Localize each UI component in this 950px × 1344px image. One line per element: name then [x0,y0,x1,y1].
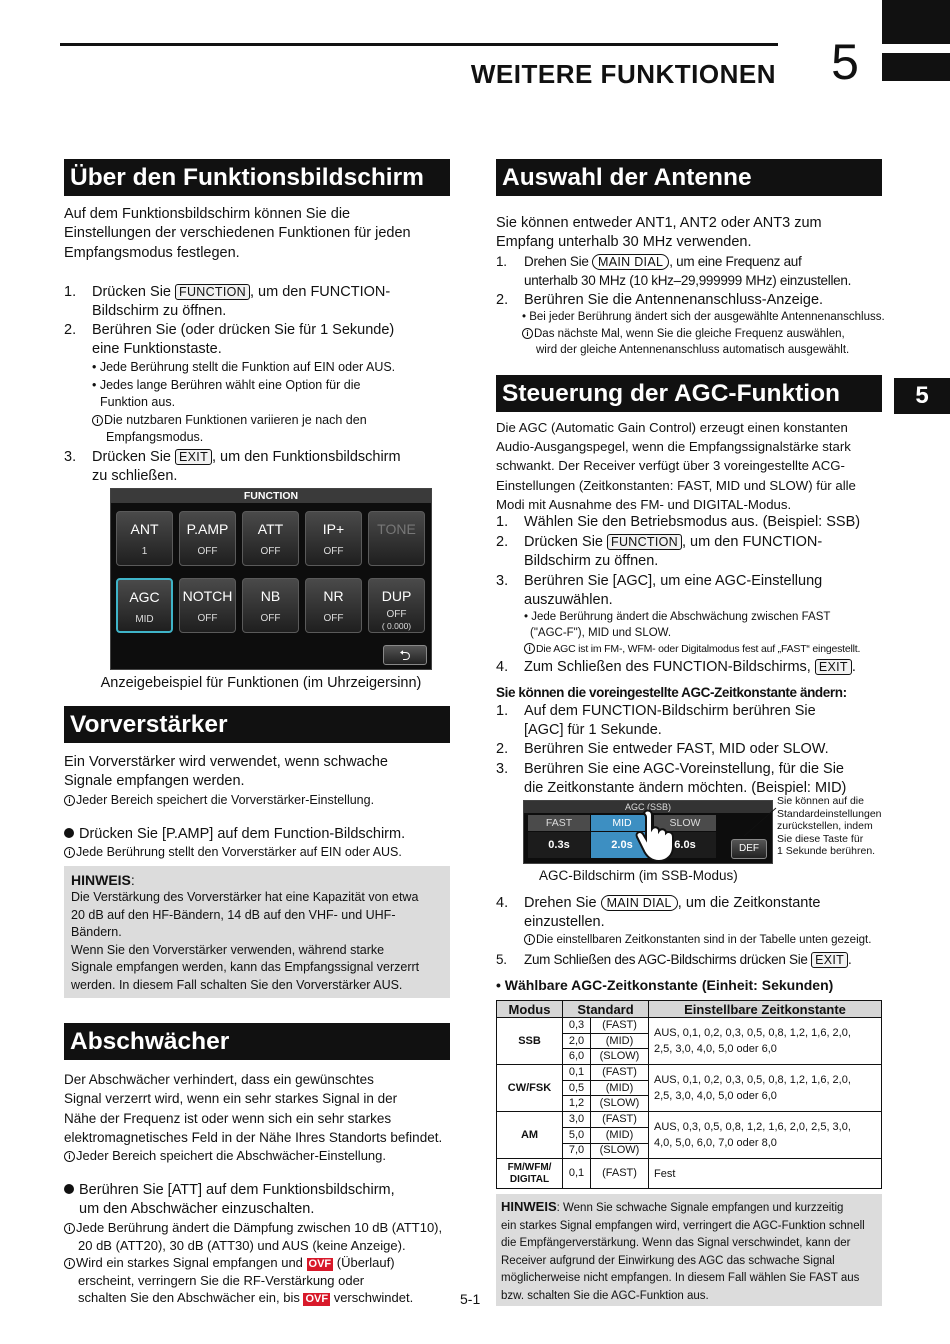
section-title-antenna: Auswahl der Antenne [496,159,882,196]
step-text: , um den Funktionsbildschirm [212,449,401,465]
step-number: 3. [496,573,509,589]
info-icon: i [64,1223,75,1234]
bullet-text: • Jede Berührung ändert die Abschwächung zwischen FAST [524,611,831,623]
section-title-function-screen: Über den Funktionsbildschirm [64,159,450,196]
selectable-line: AUS, 0,1, 0,2, 0,3, 0,5, 0,8, 1,2, 1,6, 2,0, [654,1027,851,1040]
header-rule [60,43,778,46]
note-line: : Wenn Sie schwache Signale empfangen und kurzzeitig [556,1202,844,1214]
step-text: auszuwählen. [524,592,613,609]
step-number: 1. [496,514,509,530]
info-icon: i [524,643,535,654]
chapter-title: WEITERE FUNKTIONEN [470,59,776,89]
step-text: Berühren Sie (oder drücken Sie für 1 Sekunde) [92,322,395,338]
agc-slow-button[interactable]: SLOW [654,815,716,831]
bullet-icon [64,1184,74,1194]
callout-line-text: Sie können auf die [777,795,864,807]
button-value: OFF [323,546,344,557]
intro-line: Einstellungen der verschiedenen Funktionen für jeden [64,225,411,242]
note-label: HINWEIS [71,872,131,888]
note-line: möglicherweise nicht empfangen. In diesem Fall wählen Sie FAST aus [501,1272,860,1284]
step-number: 3. [64,449,77,465]
bullet-text: Drücken Sie [P.AMP] auf dem Function-Bildschirm. [79,826,406,842]
function-screen [110,488,432,670]
button-label: NB [260,588,281,604]
note-line: Signale empfangen werden, kann das Empfangssignal verzerrt [71,960,420,974]
mode-cell: SSB [497,1018,563,1065]
step-text: Wählen Sie den Betriebsmodus aus. (Beispiel: SSB) [524,514,861,530]
step-text: , um den FUNCTION- [682,534,823,550]
info-text: Das nächste Mal, wenn Sie die gleiche Frequenz auswählen, [534,327,845,340]
agc-mid-button[interactable]: MID [591,815,653,831]
table-row [497,1159,882,1189]
step-text: Drücken Sie [92,449,176,465]
selectable-cell: Fest [649,1159,882,1189]
notch-button[interactable] [179,578,236,633]
bullet-text: um den Abschwächer einzuschalten. [79,1201,315,1218]
info-icon: i [64,1151,75,1162]
info-icon: i [64,1258,75,1269]
std-label: (FAST) [591,1112,649,1128]
agc-fast-value: 0.3s [528,832,590,858]
step-number: 1. [64,284,77,300]
step-text: Bildschirm zu öffnen. [524,553,659,570]
mode-cell: CW/FSK [497,1065,563,1112]
button-label: ANT [130,521,159,537]
step-number: 2. [64,322,77,338]
step-2 [64,321,454,361]
side-chapter-tab: 5 [894,378,950,414]
std-value: 1,2 [563,1096,591,1112]
step-text: Drücken Sie [92,284,176,300]
intro-line: Empfangsmodus festlegen. [64,244,240,261]
text-line: Empfang unterhalb 30 MHz verwenden. [496,234,752,251]
std-value: 7,0 [563,1143,591,1159]
info-text: Wird ein starkes Signal empfangen und [76,1255,307,1270]
selectable-line: AUS, 0,1, 0,2, 0,3, 0,5, 0,8, 1,2, 1,6, 2,0, [654,1074,851,1087]
selectable-line: AUS, 0,3, 0,5, 0,8, 1,2, 1,6, 2,0, 2,5, 3,0, [654,1121,851,1134]
callout-line [740,806,780,840]
note-box-preamp: HINWEIS: Die Verstärkung des Vorverstärker hat eine Kapazität von etwa 20 dB auf den HF-Bändern, 14 dB auf den VHF- und UHF- Bändern. Wenn Sie den Vorverstärker verwenden, während starke Signale empfangen werden, kann das Empfangssignal verzerrt werden. In diesem Fall schalten Sie den Vorverstärker AUS. [64,866,450,998]
text-line: Signale empfangen werden. [64,773,245,790]
nr-button[interactable] [305,578,362,633]
step-text: Berühren Sie eine AGC-Voreinstellung, für die Sie [524,761,844,777]
info-icon: i [64,847,75,858]
step-2-details [92,359,452,447]
step-text: die Zeitkonstante ändern möchten. (Beispiel: MID) [524,780,847,797]
selectable-line: 4,0, 5,0, 6,0, 7,0 oder 8,0 [654,1137,777,1150]
info-text: verschwindet. [330,1290,414,1305]
text-line: Sie können entweder ANT1, ANT2 oder ANT3 zum [496,215,822,231]
page-number: 5-1 [460,1291,481,1307]
step-text: einzustellen. [524,914,605,931]
step-text: , um eine Frequenz auf [669,254,802,269]
step-number: 5. [496,952,507,967]
chapter-tab-top [882,0,950,44]
chapter-tab-mid [882,53,950,81]
selectable-cell [649,1018,882,1065]
text-line: Einstellungen (Zeitkonstanten: FAST, MID und SLOW) für alle [496,477,856,493]
std-value: 3,0 [563,1112,591,1128]
step-text: Drücken Sie [524,534,608,550]
bullet-text: Funktion aus. [100,395,176,409]
note-line: Receiver aufgrund der Einwirkung des AGC das schwache Signal [501,1254,835,1267]
std-label: (SLOW) [591,1096,649,1112]
step-1 [64,283,454,323]
ovf-indicator: OVF [305,1293,329,1305]
step-number: 4. [496,895,509,911]
callout-line-text: Sie diese Taste für [777,832,864,845]
main-dial-key: MAIN DIAL [601,895,678,911]
ant-button[interactable] [116,511,173,566]
note-line: 20 dB auf den HF-Bändern, 14 dB auf den VHF- und UHF- [71,907,396,922]
std-label: (MID) [591,1080,649,1096]
std-label: (SLOW) [591,1143,649,1159]
info-text: Die AGC ist im FM-, WFM- oder Digitalmodus fest auf „FAST“ eingestellt. [536,643,861,655]
info-text: Jeder Bereich speichert die Abschwächer-Einstellung. [76,1148,387,1164]
info-text: Die einstellbaren Zeitkonstanten sind in der Tabelle unten gezeigt. [536,934,872,946]
agc-step-3-details [524,609,886,657]
callout-line-text: Standardeinstellungen [777,807,882,820]
section-title-attenuator: Abschwächer [64,1023,450,1060]
button-value: OFF [323,613,344,624]
agc-time-constant-table [496,1000,882,1189]
note-box-agc [496,1194,882,1306]
step-number: 1. [496,254,507,269]
std-label: (MID) [591,1127,649,1143]
button-label: NR [323,588,344,604]
button-value: OFF [197,546,218,557]
info-text: Die nutzbaren Funktionen variieren je nach den [104,412,367,427]
agc-button[interactable] [116,578,173,633]
attenuator-info [64,1219,456,1307]
function-key: FUNCTION [175,284,250,300]
agc-screen [523,800,773,864]
mode-line: DIGITAL [509,1173,550,1185]
step-text: eine Funktionstaste. [92,341,222,358]
button-label: DUP [381,588,412,604]
std-value: 2,0 [563,1033,591,1049]
callout-line-text: 1 Sekunde berühren. [777,845,876,858]
std-label: (FAST) [591,1018,649,1034]
button-value: MID [135,614,154,625]
exit-key: EXIT [811,952,848,968]
table-header: Standard [563,1001,649,1018]
agc-step-4 [496,658,886,678]
step-text: Berühren Sie entweder FAST, MID oder SLOW. [524,741,829,757]
preamp-action [64,825,454,862]
agc-step-2 [496,533,886,573]
button-label: TONE [377,521,416,537]
agc-mid-value: 2.0s [591,832,653,858]
button-label: ATT [257,521,284,537]
button-label: P.AMP [186,521,229,537]
ipplus-button[interactable] [305,511,362,566]
button-value: OFF [197,613,218,624]
info-text: 20 dB (ATT20), 30 dB (ATT30) und AUS (keine Anzeige). [78,1237,406,1253]
step-number: 2. [496,741,509,757]
dup-offset: ( 0.000) [381,621,412,631]
hand-pointer-icon [634,809,684,863]
agc-slow-value: 6.0s [654,832,716,858]
info-icon: i [522,328,533,339]
function-screen-title: FUNCTION [111,489,431,503]
note-line: bzw. schalten Sie die AGC-Funktion aus. [501,1289,709,1302]
agc-sub-heading: Sie können die voreingestellte AGC-Zeitkonstante ändern: [496,685,847,700]
std-label: (FAST) [591,1065,649,1081]
attenuator-intro [64,1070,456,1165]
info-icon: i [92,415,103,426]
step-text: Bildschirm zu öffnen. [92,303,227,320]
note-line: die Empfängerverstärkung. Wenn das Signal verschwindet, kann der [501,1237,851,1249]
button-value: OFF [260,613,281,624]
callout-line-text: zurückstellen, indem [777,820,873,833]
antenna-step-1 [496,252,886,292]
step-text: . [851,659,856,675]
info-text: erscheint, verringern Sie die RF-Verstärkung oder [78,1272,365,1288]
std-value: 6,0 [563,1049,591,1065]
ovf-indicator: OVF [308,1258,332,1270]
step-text: . [848,952,852,967]
table-row [497,1018,882,1034]
exit-key: EXIT [175,449,212,465]
step-text: [AGC] für 1 Sekunde. [524,722,662,739]
info-text: wird der gleiche Antennenanschluss automatisch ausgewählt. [536,344,850,356]
std-value: 0,5 [563,1080,591,1096]
table-row [497,1065,882,1081]
mode-cell: AM [497,1112,563,1159]
info-icon: i [524,934,535,945]
attenuator-action [64,1181,456,1220]
std-value: 5,0 [563,1127,591,1143]
step-3 [64,448,454,488]
button-value: 1 [141,546,148,557]
step-text: Auf dem FUNCTION-Bildschirm berühren Sie [524,703,816,719]
selectable-cell [649,1112,882,1159]
agc-step-1 [496,513,886,533]
selectable-cell [649,1065,882,1112]
nb-button[interactable] [242,578,299,633]
note-line: Die Verstärkung des Vorverstärker hat eine Kapazität von etwa [71,890,419,904]
tone-button[interactable] [368,511,425,566]
preamp-intro [64,753,454,809]
std-value: 0,1 [563,1159,591,1189]
intro-line: Auf dem Funktionsbildschirm können Sie die [64,206,351,222]
agc-screen-title: AGC (SSB) [524,801,772,813]
bullet-text: • Bei jeder Berührung ändert sich der ausgewählte Antennenanschluss. [522,311,885,323]
section-intro [64,205,454,263]
agc-preset-step-5 [496,950,886,970]
note-line: Bändern. [71,925,122,939]
button-label: IP+ [322,521,345,537]
exit-key: EXIT [815,659,852,675]
text-line: elektromagnetisches Feld in der Nähe Ihres Standorts befindet. [64,1129,443,1145]
pamp-button[interactable] [179,511,236,566]
bullet-text: • Jedes lange Berühren wählt eine Option für die [92,377,361,392]
std-label: (SLOW) [591,1049,649,1065]
step-number: 3. [496,761,509,777]
button-label: AGC [129,589,160,605]
function-screen-caption: Anzeigebeispiel für Funktionen (im Uhrzeigersinn) [100,675,422,691]
step-text: Zum Schließen des FUNCTION-Bildschirms, [524,659,815,675]
main-dial-key: MAIN DIAL [592,254,669,270]
bullet-text: ("AGC-F"), MID und SLOW. [530,627,672,639]
info-text: Jede Berührung ändert die Dämpfung zwischen 10 dB (ATT10), [76,1220,443,1235]
step-text: Zum Schließen des AGC-Bildschirms drücken Sie [524,952,812,967]
step-text: Berühren Sie die Antennenanschluss-Anzeige. [524,292,824,308]
agc-preset-step-4 [496,894,886,934]
text-line: Signal verzerrt wird, wenn ein sehr starkes Signal in der [64,1091,398,1107]
agc-def-button[interactable]: DEF [731,839,767,859]
note-label: HINWEIS [501,1199,557,1214]
std-label: (FAST) [591,1159,649,1189]
antenna-step-2-details [522,309,887,359]
selectable-line: 2,5, 3,0, 4,0, 5,0 oder 6,0 [654,1090,777,1103]
note-line: Wenn Sie den Vorverstärker verwenden, während starke [71,942,385,957]
agc-step-3 [496,572,886,612]
text-line: Ein Vorverstärker wird verwendet, wenn schwache [64,754,388,770]
info-text: Jede Berührung stellt den Vorverstärker auf EIN oder AUS. [76,845,402,860]
text-line: Die AGC (Automatic Gain Control) erzeugt einen konstanten [496,420,848,435]
step-text: Drehen Sie [524,895,601,911]
bullet-text: • Jede Berührung stellt die Funktion auf EIN oder AUS. [92,360,396,374]
table-header: Modus [497,1001,563,1018]
info-text: Empfangsmodus. [106,430,204,444]
section-title-preamp: Vorverstärker [64,706,450,743]
mode-line: FM/WFM/ [507,1161,552,1173]
std-label: (MID) [591,1033,649,1049]
std-value: 0,3 [563,1018,591,1034]
agc-preset-step-1 [496,702,886,742]
step-text: unterhalb 30 MHz (10 kHz–29,999999 MHz) einzustellen. [524,273,852,289]
att-button[interactable] [242,511,299,566]
agc-screen-caption: AGC-Bildschirm (im SSB-Modus) [539,868,738,883]
def-callout [777,795,897,858]
selectable-line: 2,5, 3,0, 4,0, 5,0 oder 6,0 [654,1043,777,1056]
table-row [497,1112,882,1128]
text-line: schwankt. Der Receiver verfügt über 3 voreingestellte ACG- [496,458,845,474]
agc-preset-step-2 [496,740,886,760]
info-text: (Überlauf) [333,1255,395,1270]
agc-intro [496,418,888,514]
step-text: , um die Zeitkonstante [677,895,821,911]
step-text: Berühren Sie [AGC], um eine AGC-Einstellung [524,573,823,589]
step-number: 2. [496,292,509,308]
note-line: ein starkes Signal empfangen wird, verringert die AGC-Funktion schnell [501,1219,865,1232]
step-text: zu schließen. [92,468,178,485]
info-text: Jeder Bereich speichert die Vorverstärker-Einstellung. [76,792,375,807]
function-key: FUNCTION [607,534,682,550]
bullet-icon [64,828,74,838]
step-number: 2. [496,534,509,550]
button-value: OFF [386,609,407,620]
table-header: Einstellbare Zeitkonstante [649,1001,882,1018]
chapter-number: 5 [831,34,859,90]
agc-step-4-info [524,932,886,948]
button-label: NOTCH [182,588,233,604]
bullet-text: Berühren Sie [ATT] auf dem Funktionsbildschirm, [79,1182,395,1198]
section-title-agc: Steuerung der AGC-Funktion [496,375,882,412]
mode-cell [497,1159,563,1189]
text-line: Modi mit Ausnahme des FM- und DIGITAL-Modus. [496,496,792,512]
step-number: 1. [496,703,509,719]
button-value: OFF [260,546,281,557]
back-icon[interactable]: ⮌ [383,645,427,665]
step-number: 4. [496,659,509,675]
antenna-step-2 [496,291,886,311]
agc-preset-step-3 [496,760,886,800]
dup-button[interactable] [368,578,425,633]
antenna-intro [496,214,886,253]
agc-fast-button[interactable]: FAST [528,815,590,831]
text-line: Der Abschwächer verhindert, dass ein gewünschtes [64,1072,374,1087]
step-text: , um den FUNCTION- [250,284,391,300]
agc-table-title: • Wählbare AGC-Zeitkonstante (Einheit: Sekunden) [496,977,834,993]
step-text: Drehen Sie [524,254,592,269]
text-line: Nähe der Frequenz ist oder wenn sich ein sehr starkes [64,1110,392,1126]
info-icon: i [64,795,75,806]
text-line: Audio-Ausgangspegel, wenn die Empfangssignalstärke stark [496,439,851,455]
info-text: schalten Sie den Abschwächer ein, bis [78,1290,304,1305]
std-value: 0,1 [563,1065,591,1081]
note-line: werden. In diesem Fall schalten Sie den Vorverstärker AUS. [71,977,403,992]
